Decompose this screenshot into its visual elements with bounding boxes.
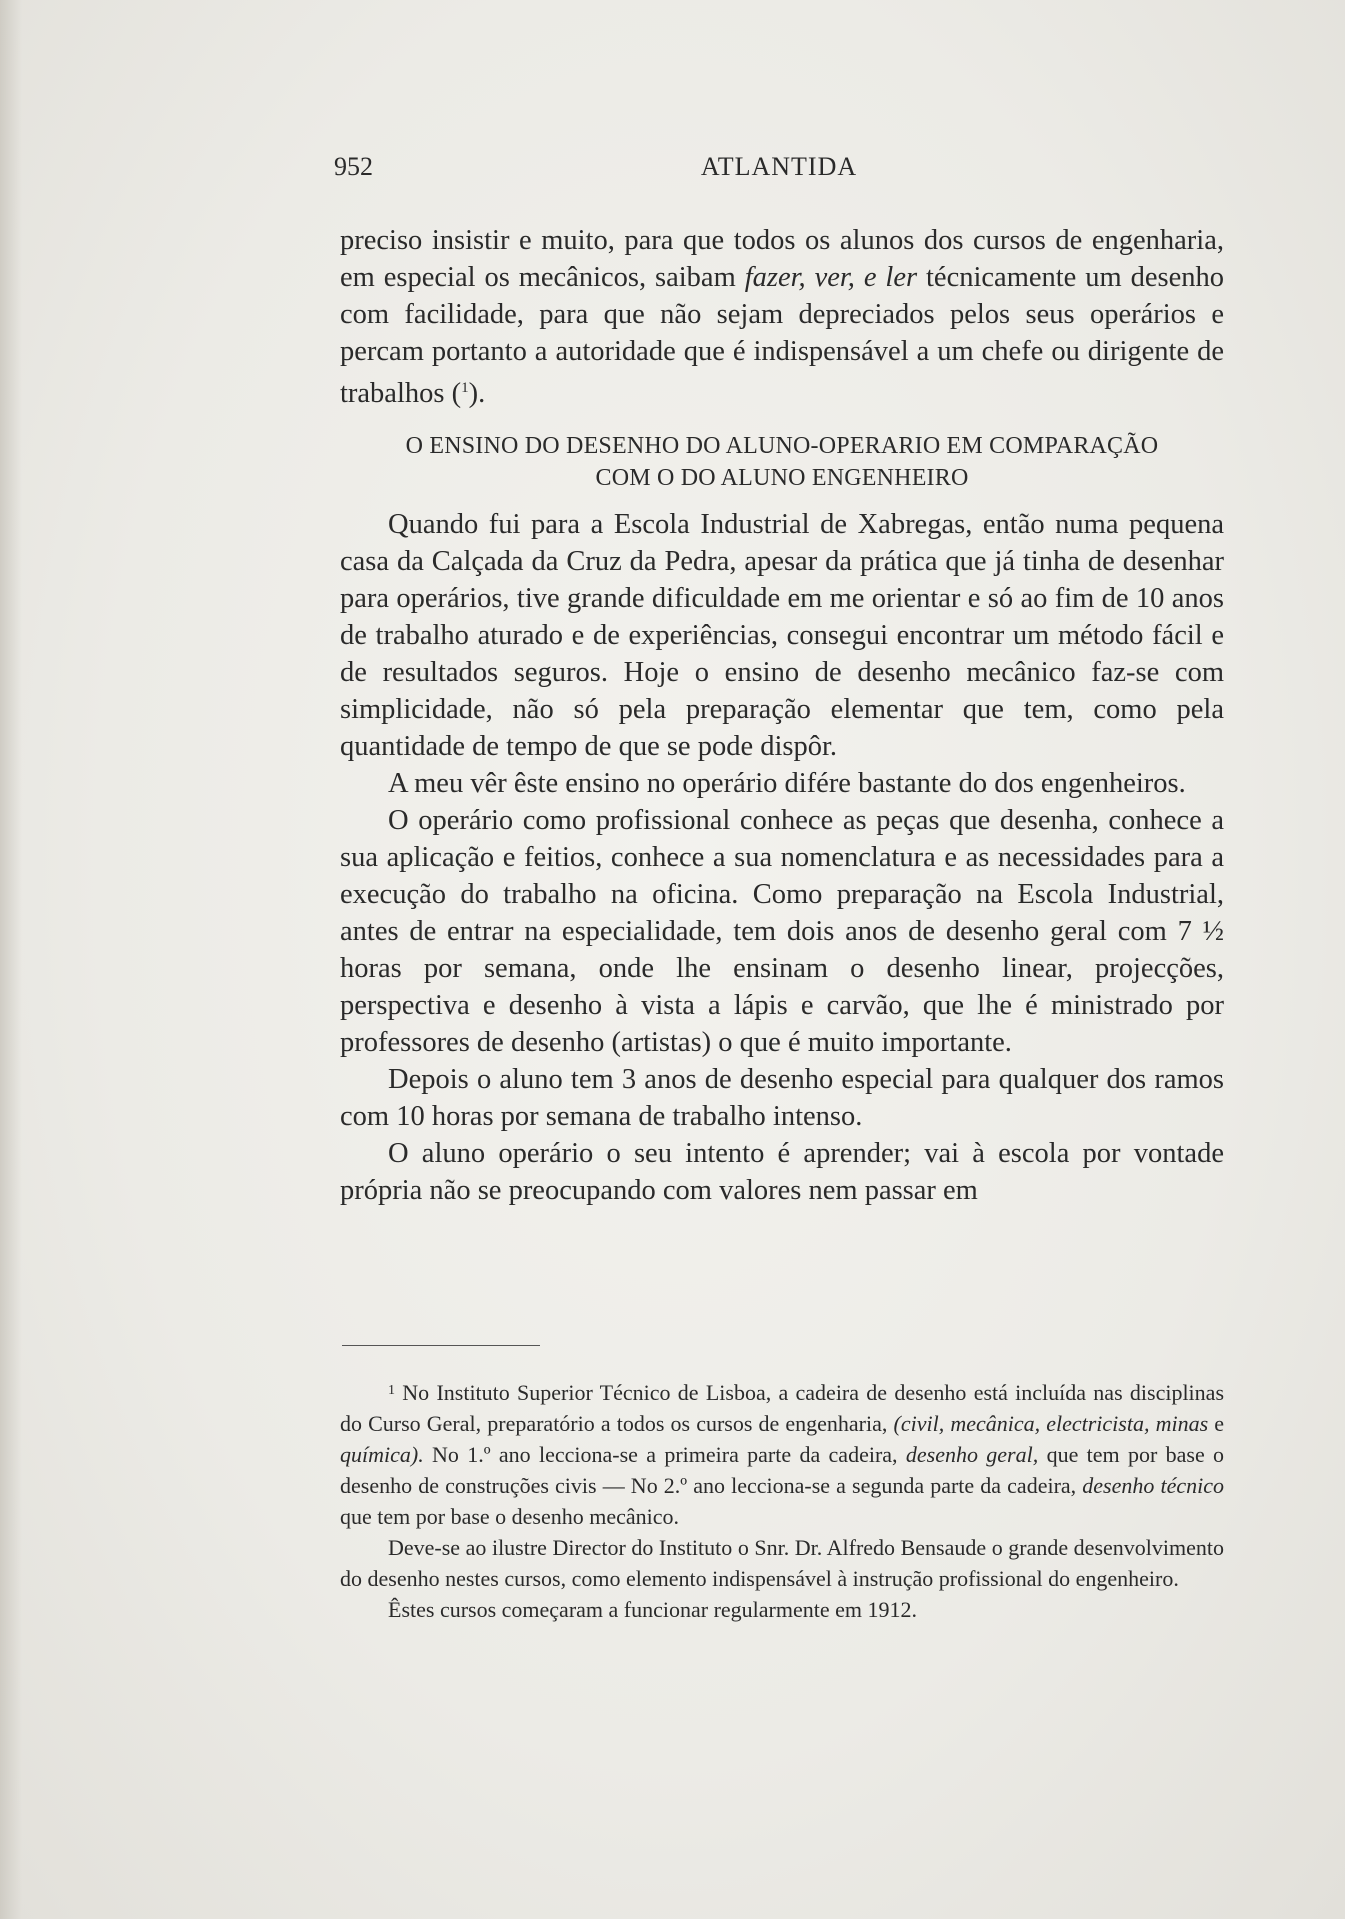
paragraph: Depois o aluno tem 3 anos de desenho especial para qualquer dos ramos com 10 horas por semana de trabalho intenso. [340,1064,1224,1132]
italic-phrase: fazer, ver, e ler [744,262,918,293]
footnote-paragraph: Êstes cursos começaram a funcionar regularmente em 1912. [388,1597,918,1622]
paragraph: A meu vêr êste ensino no operário difére bastante do dos engenheiros. [388,768,1186,799]
footnotes [340,1375,1224,1625]
paragraph: O aluno operário o seu intento é aprender; vai à escola por vontade própria não se preocupando com valores nem passar em [340,1138,1224,1206]
section-heading [340,430,1224,494]
body-text [340,222,1224,1209]
paragraph: Quando fui para a Escola Industrial de Xabregas, então numa pequena casa da Calçada da Cruz da Pedra, apesar da prática que já tinha de desenhar para operários, tive grande dificuldade em me orientar e só ao fim de 10 anos de trabalho aturado e de experiências, consegui encontrar um método fácil e de resultados seguros. Hoje o ensino de desenho mecânico faz-se com simplicidade, não só pela preparação elementar que tem, como pela quantidade de tempo de que se pode dispôr. [340,509,1224,762]
section-heading-line: O ENSINO DO DESENHO DO ALUNO-OPERARIO EM COMPARAÇÃO [405,433,1159,459]
page-edge-shadow [0,0,22,1919]
running-title: ATLANTIDA [700,152,858,181]
page-header [334,152,1224,192]
paragraph-continuation: preciso insistir e muito, para que todos os alunos dos cursos de engenharia, em especial os mecânicos, saibam fazer, ver, e ler técnicamente um desenho com facilidade, para que não sejam depreciados pelos seus operários e percam portanto a autoridade que é indispensável a um chefe ou dirigente de trabalhos ($^1$). [340,225,1224,409]
footnote-reference: 1 [461,380,469,396]
section-heading-line: COM O DO ALUNO ENGENHEIRO [595,465,969,491]
footnote: $^1$ No Instituto Superior Técnico de Lisboa, a cadeira de desenho está incluída nas disciplinas do Curso Geral, preparatório a todos os cursos de engenharia, (civil, mecânica, electricista, minas e química). No 1.º ano lecciona-se a primeira parte da cadeira, desenho geral, que tem por base o desenho de construções civis — No 2.º ano lecciona-se a segunda parte da cadeira, desenho técnico que tem por base o desenho mecânico. [340,1380,1225,1529]
page-number: 952 [334,152,373,181]
paragraph: O operário como profissional conhece as peças que desenha, conhece a sua aplicação e feitios, conhece a sua nomenclatura e as necessidades para a execução do trabalho na oficina. Como preparação na Escola Industrial, antes de entrar na especialidade, tem dois anos de desenho geral com 7 ½ horas por semana, onde lhe ensinam o desenho linear, projecções, perspectiva e desenho à vista a lápis e carvão, que lhe é ministrado por professores de desenho (artistas) o que é muito importante. [340,805,1224,1058]
footnote-paragraph: Deve-se ao ilustre Director do Instituto o Snr. Dr. Alfredo Bensaude o grande desenvolvimento do desenho nestes cursos, como elemento indispensável à instrução profissional do engenheiro. [340,1535,1224,1591]
footnote-mark: 1 [388,1383,395,1398]
footnote-divider [342,1345,540,1346]
